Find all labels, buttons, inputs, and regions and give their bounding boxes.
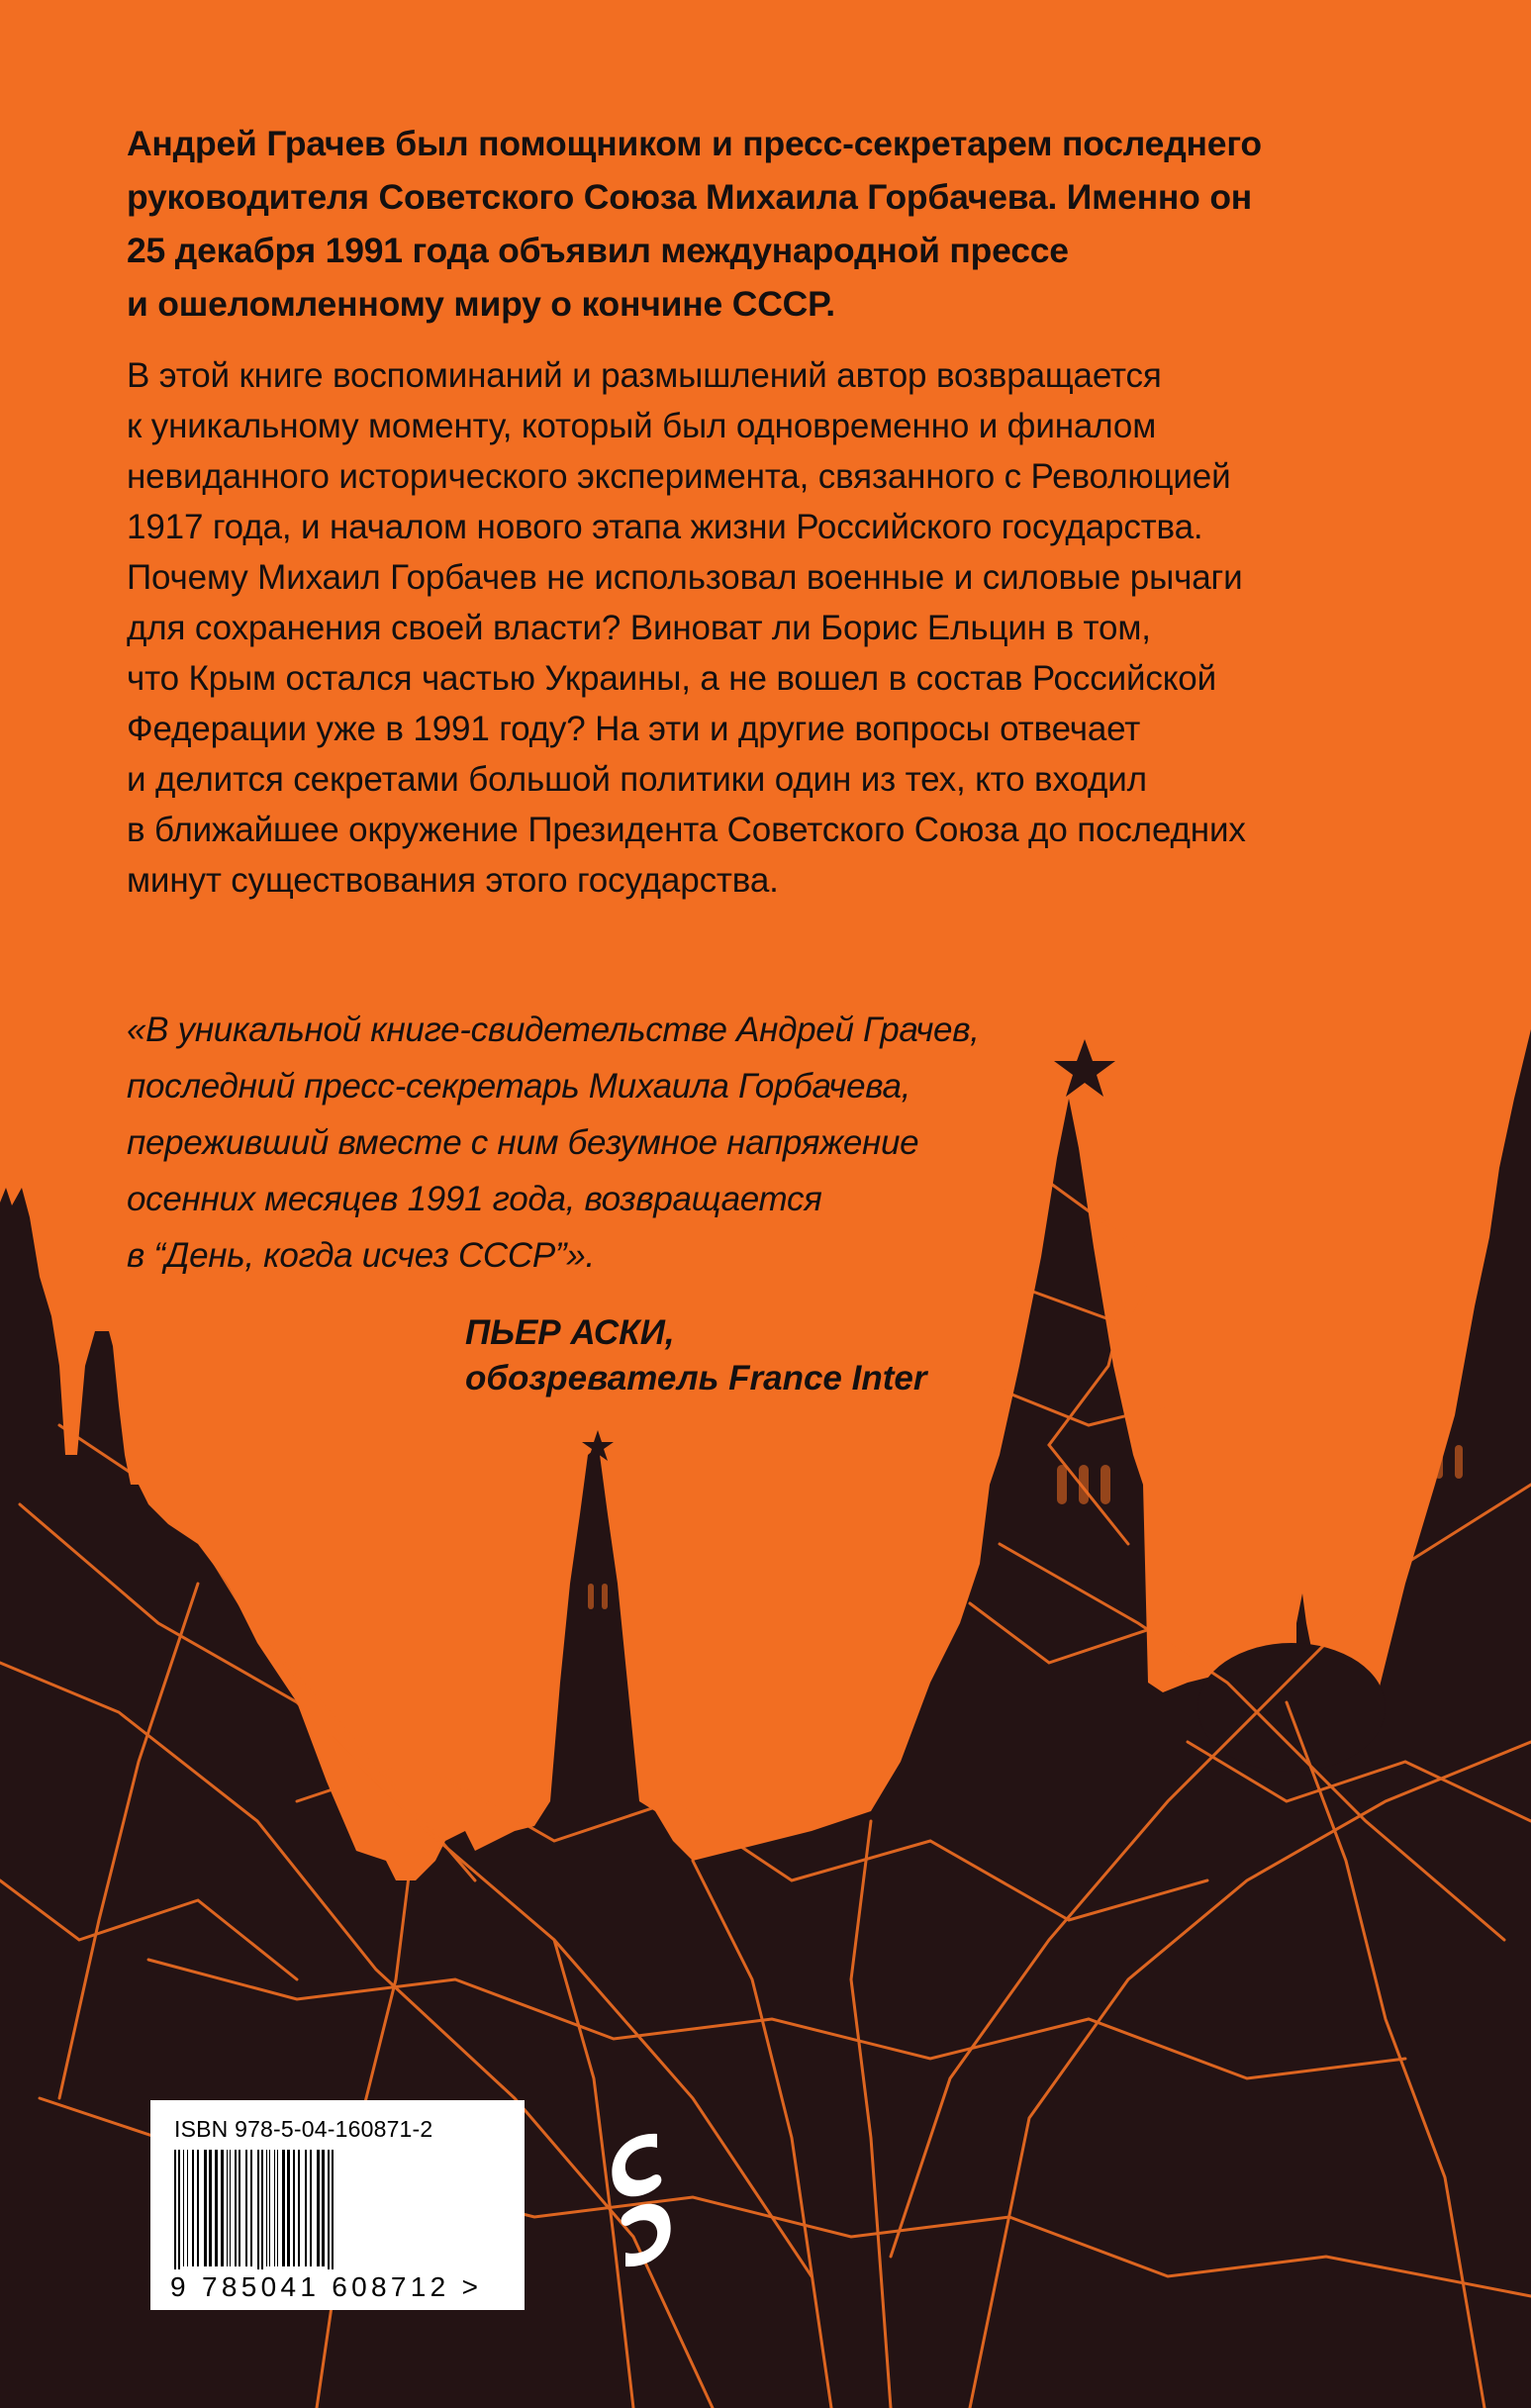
barcode-bar (215, 2150, 218, 2266)
barcode-bar (230, 2150, 231, 2266)
barcode-bar (204, 2150, 207, 2266)
body-line: Федерации уже в 1991 году? На эти и другие вопросы отвечает (127, 710, 1141, 748)
quote-line: переживший вместе с ним безумное напряжение (127, 1123, 919, 1162)
attribution-role: обозреватель France Inter (465, 1359, 927, 1397)
eksmo-logo-icon (600, 2126, 683, 2274)
barcode-bar (282, 2150, 285, 2266)
barcode-bars (170, 2150, 507, 2288)
barcode-bar (183, 2150, 184, 2266)
quote-line: последний пресс-секретарь Михаила Горбачева, (127, 1067, 911, 1106)
barcode-bar (261, 2150, 263, 2288)
lead-paragraph (127, 117, 1413, 331)
barcode-bar (197, 2150, 199, 2266)
quote-line: в “День, когда исчез СССР”». (127, 1236, 595, 1275)
lead-line: 25 декабря 1991 года объявил международной прессе (127, 231, 1069, 270)
body-line: в ближайшее окружение Президента Советского Союза до последних (127, 811, 1246, 849)
lead-line: руководителя Советского Союза Михаила Горбачева. Именно он (127, 177, 1253, 217)
barcode-bar (317, 2150, 320, 2266)
barcode-bar (274, 2150, 275, 2266)
barcode-bar (332, 2150, 334, 2288)
barcode-bar (209, 2150, 212, 2266)
barcode-bar (239, 2150, 240, 2266)
body-line: и делится секретами большой политики один из тех, кто входил (127, 760, 1147, 799)
body-line: что Крым остался частью Украины, а не вошел в состав Российской (127, 659, 1216, 698)
barcode-bar (178, 2150, 180, 2288)
barcode-bar (187, 2150, 188, 2266)
barcode-bar (174, 2150, 176, 2288)
isbn-barcode-block (150, 2100, 525, 2310)
isbn-digits: 9 785041 608712 > (170, 2269, 507, 2305)
quote-line: «В уникальной книге-свидетельстве Андрей Грачев, (127, 1011, 980, 1049)
barcode-bar (269, 2150, 270, 2266)
barcode-bar (322, 2150, 325, 2266)
barcode-bar (221, 2150, 224, 2266)
barcode-bar (235, 2150, 237, 2266)
review-quote (127, 1002, 1097, 1284)
quote-line: осенних месяцев 1991 года, возвращается (127, 1180, 822, 1218)
barcode-bar (257, 2150, 259, 2288)
description-paragraph (127, 350, 1443, 906)
barcode-bar (227, 2150, 228, 2266)
barcode-bar (287, 2150, 290, 2266)
attribution-name: ПЬЕР АСКИ, (465, 1313, 675, 1352)
body-line: минут существования этого государства. (127, 861, 779, 900)
body-line: 1917 года, и началом нового этапа жизни Российского государства. (127, 508, 1203, 546)
barcode-bar (293, 2150, 295, 2266)
barcode-bar (266, 2150, 267, 2266)
body-line: Почему Михаил Горбачев не использовал военные и силовые рычаги (127, 558, 1243, 597)
barcode-bar (245, 2150, 247, 2266)
body-line: В этой книге воспоминаний и размышлений автор возвращается (127, 356, 1162, 395)
barcode-bar (305, 2150, 307, 2266)
barcode-bar (250, 2150, 252, 2266)
barcode-bar (298, 2150, 300, 2266)
lead-line: и ошеломленному миру о кончине СССР. (127, 284, 835, 324)
barcode-bar (328, 2150, 330, 2288)
barcode-bar (277, 2150, 278, 2266)
lead-line: Андрей Грачев был помощником и пресс-секретарем последнего (127, 124, 1262, 163)
body-line: к уникальному моменту, который был одновременно и финалом (127, 407, 1157, 445)
quote-attribution (465, 1310, 926, 1401)
body-line: для сохранения своей власти? Виноват ли Борис Ельцин в том, (127, 609, 1151, 647)
body-line: невиданного исторического эксперимента, связанного с Революцией (127, 457, 1231, 496)
barcode-bar (192, 2150, 194, 2266)
barcode-bar (310, 2150, 312, 2266)
isbn-label: ISBN 978-5-04-160871-2 (174, 2116, 433, 2142)
